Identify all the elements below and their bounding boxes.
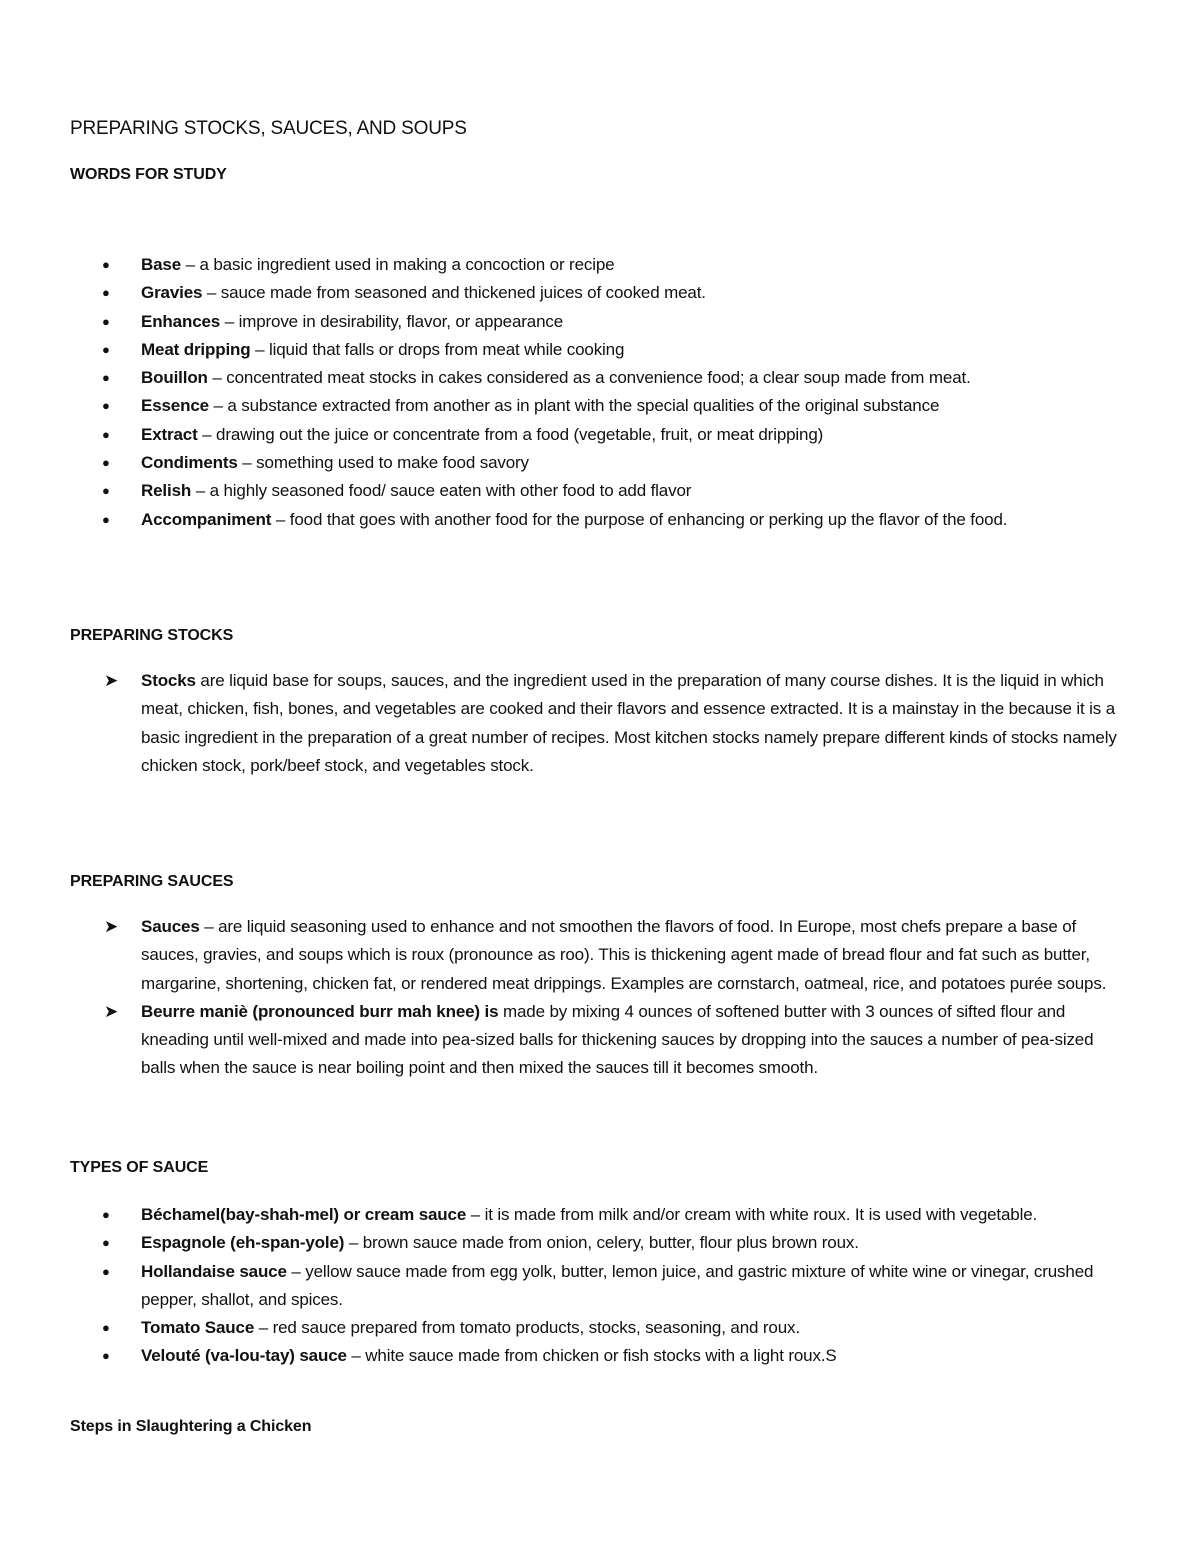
steps-heading: Steps in Slaughtering a Chicken [70, 1418, 312, 1435]
definition: – a substance extracted from another as in plant with the special qualities of the original substance [208, 396, 940, 416]
list-item [0, 279, 1200, 307]
arrow-icon: ➤ [104, 1001, 119, 1021]
bullet-icon: ● [102, 1320, 110, 1336]
term: Condiments [141, 453, 238, 473]
list-item [0, 251, 1200, 279]
bullet-icon: ● [102, 1348, 110, 1364]
definition: – liquid that falls or drops from meat while cooking [250, 339, 625, 359]
definition: – yellow sauce made from egg yolk, butter, lemon juice, and gastric mixture of white wine or vinegar, crushed pepper, shallot, and spices. [141, 1261, 1094, 1309]
list-item [0, 506, 1200, 534]
preparing-stocks-heading: PREPARING STOCKS [70, 627, 234, 644]
term: Extract [141, 424, 198, 444]
stocks-list [0, 667, 1200, 780]
term: Base [141, 255, 182, 274]
definition: – white sauce made from chicken or fish stocks with a light roux.S [346, 1346, 837, 1366]
list-item [0, 477, 1200, 505]
term: Beurre maniè (pronounced burr mah knee) is [141, 1001, 499, 1021]
words-for-study-heading: WORDS FOR STUDY [70, 166, 227, 183]
list-item [0, 998, 1200, 1083]
bullet-icon: ● [102, 257, 110, 272]
list-item [0, 913, 1200, 998]
term: Enhances [141, 311, 221, 331]
definition: – improve in desirability, flavor, or appearance [220, 311, 564, 331]
list-item [0, 336, 1200, 364]
bullet-icon: ● [102, 1207, 110, 1222]
definition: – something used to make food savory [237, 453, 529, 473]
definition: – a basic ingredient used in making a concoction or recipe [181, 255, 615, 274]
list-item [0, 421, 1200, 449]
arrow-icon: ➤ [104, 917, 119, 936]
bullet-icon: ● [102, 426, 110, 442]
term: Essence [141, 396, 209, 416]
bullet-icon: ● [102, 398, 110, 414]
bullet-icon: ● [102, 1235, 110, 1251]
definition: – a highly seasoned food/ sauce eaten with other food to add flavor [191, 481, 692, 501]
preparing-sauces-heading: PREPARING SAUCES [70, 873, 234, 890]
document-title: PREPARING STOCKS, SAUCES, AND SOUPS [70, 118, 467, 139]
term: Bouillon [141, 368, 208, 388]
term: Accompaniment [141, 509, 272, 529]
definition: made by mixing 4 ounces of softened butter with 3 ounces of sifted flour and kneading until well-mixed and made into pea-sized balls for thickening sauces by dropping into the sauces a number of pea-sized balls when the sauce is near boiling point and then mixed the sauces till it becomes smooth. [141, 1001, 1094, 1078]
list-item [0, 1201, 1200, 1229]
bullet-icon: ● [102, 455, 110, 471]
bullet-icon: ● [102, 1263, 110, 1279]
term: Hollandaise sauce [141, 1261, 287, 1281]
definition: – food that goes with another food for the purpose of enhancing or perking up the flavor of the food. [271, 509, 1008, 529]
term: Sauces [141, 917, 200, 936]
term: Espagnole (eh-span-yole) [141, 1233, 345, 1253]
list-item [0, 364, 1200, 392]
definition: – it is made from milk and/or cream with white roux. It is used with vegetable. [466, 1205, 1038, 1224]
bullet-icon: ● [102, 483, 110, 499]
list-item [0, 449, 1200, 477]
term: Meat dripping [141, 339, 251, 359]
bullet-icon: ● [102, 341, 110, 357]
term: Velouté (va-lou-tay) sauce [141, 1346, 347, 1366]
types-list [0, 1201, 1200, 1371]
term: Stocks [141, 671, 196, 690]
term: Relish [141, 481, 192, 501]
definition: are liquid base for soups, sauces, and the ingredient used in the preparation of many course dishes. It is the liquid in which meat, chicken, fish, bones, and vegetables are cooked and their flavors and essence extracted. It is a mainstay in the because it is a basic ingredient in the preparation of a great number of recipes. Most kitchen stocks namely prepare different kinds of stocks namely chicken stock, pork/beef stock, and vegetables stock. [141, 671, 1117, 775]
words-list [0, 251, 1200, 534]
definition: – sauce made from seasoned and thickened juices of cooked meat. [202, 283, 706, 303]
bullet-icon: ● [102, 370, 110, 386]
sauces-list [0, 913, 1200, 1083]
bullet-icon: ● [102, 313, 110, 329]
list-item [0, 1342, 1200, 1370]
term: Tomato Sauce [141, 1318, 255, 1338]
term: Béchamel(bay-shah-mel) or cream sauce [141, 1205, 467, 1224]
definition: – brown sauce made from onion, celery, butter, flour plus brown roux. [344, 1233, 859, 1253]
list-item [0, 392, 1200, 420]
definition: – red sauce prepared from tomato products, stocks, seasoning, and roux. [254, 1318, 800, 1338]
term: Gravies [141, 283, 203, 303]
definition: – concentrated meat stocks in cakes considered as a convenience food; a clear soup made from meat. [207, 368, 971, 388]
types-of-sauce-heading: TYPES OF SAUCE [70, 1159, 209, 1176]
list-item [0, 667, 1200, 780]
bullet-icon: ● [102, 511, 110, 527]
list-item [0, 1258, 1200, 1315]
definition: – drawing out the juice or concentrate from a food (vegetable, fruit, or meat dripping) [197, 424, 824, 444]
list-item [0, 1314, 1200, 1342]
bullet-icon: ● [102, 285, 110, 301]
list-item [0, 308, 1200, 336]
arrow-icon: ➤ [104, 671, 119, 690]
definition: – are liquid seasoning used to enhance and not smoothen the flavors of food. In Europe, most chefs prepare a base of sauces, gravies, and soups which is roux (pronounce as roo). This is thickening agent made of bread flour and fat such as butter, margarine, shortening, chicken fat, or rendered meat drippings. Examples are cornstarch, oatmeal, rice, and potatoes purée soups. [141, 917, 1107, 993]
list-item [0, 1229, 1200, 1257]
